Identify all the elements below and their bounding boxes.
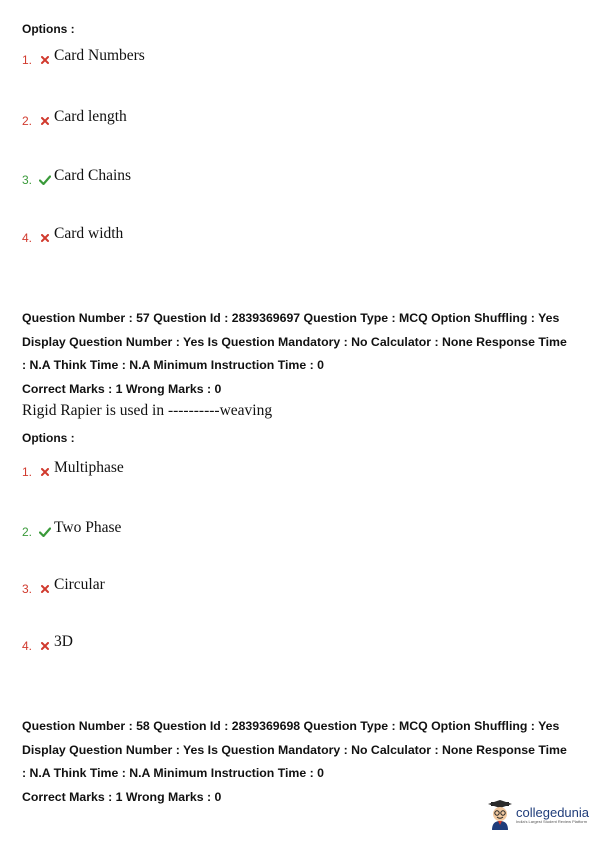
option-text: 3D: [54, 633, 73, 650]
option-number: 1.: [22, 465, 33, 479]
cross-icon: [38, 231, 52, 245]
option-number: 1.: [22, 53, 33, 67]
meta-line: Question Number : 57 Question Id : 2839369697 Question Type : MCQ Option Shuffling : Yes: [22, 311, 560, 325]
brand-tagline: India's Largest Student Review Platform: [516, 819, 588, 824]
meta-line: : N.A Think Time : N.A Minimum Instruction Time : 0: [22, 358, 324, 372]
collegedunia-logo: [488, 800, 589, 830]
option-text: Circular: [54, 576, 105, 593]
marks-line: Correct Marks : 1 Wrong Marks : 0: [22, 789, 222, 804]
options-label: Options :: [22, 431, 75, 445]
option-text: Multiphase: [54, 459, 124, 476]
option-text: Card Chains: [54, 167, 132, 184]
meta-line: Display Question Number : Yes Is Question Mandatory : No Calculator : None Response Time: [22, 334, 567, 349]
cross-icon: [38, 114, 52, 128]
question-meta: [22, 715, 582, 809]
question-meta: [22, 307, 582, 401]
option-number: 3.: [22, 582, 33, 596]
check-icon: [38, 173, 52, 187]
option-text: Card width: [54, 225, 124, 242]
option-row: [22, 459, 124, 482]
meta-line: Question Number : 58 Question Id : 2839369698 Question Type : MCQ Option Shuffling : Yes: [22, 719, 560, 733]
option-row: [22, 576, 105, 599]
cross-icon: [38, 465, 52, 479]
marks-line: Correct Marks : 1 Wrong Marks : 0: [22, 381, 222, 396]
option-number: 2.: [22, 114, 33, 128]
option-number: 4.: [22, 231, 33, 245]
option-row: [22, 167, 132, 190]
cross-icon: [38, 639, 52, 653]
mascot-icon: [488, 800, 512, 830]
options-label: Options :: [22, 22, 75, 36]
question-text: Rigid Rapier is used in ----------weaving: [22, 402, 273, 419]
option-row: [22, 47, 145, 70]
option-row: [22, 108, 127, 131]
brand-text: [516, 806, 589, 824]
option-row: [22, 633, 73, 656]
cross-icon: [38, 53, 52, 67]
check-icon: [38, 525, 52, 539]
option-text: Two Phase: [54, 519, 122, 536]
option-number: 4.: [22, 639, 33, 653]
option-number: 3.: [22, 173, 33, 187]
meta-line: : N.A Think Time : N.A Minimum Instruction Time : 0: [22, 766, 324, 780]
brand-name: collegedunia: [516, 805, 590, 820]
option-text: Card Numbers: [54, 47, 145, 64]
cross-icon: [38, 582, 52, 596]
option-row: [22, 519, 122, 542]
option-number: 2.: [22, 525, 33, 539]
meta-line: Display Question Number : Yes Is Question Mandatory : No Calculator : None Response Time: [22, 742, 567, 757]
option-text: Card length: [54, 108, 127, 125]
option-row: [22, 225, 124, 248]
